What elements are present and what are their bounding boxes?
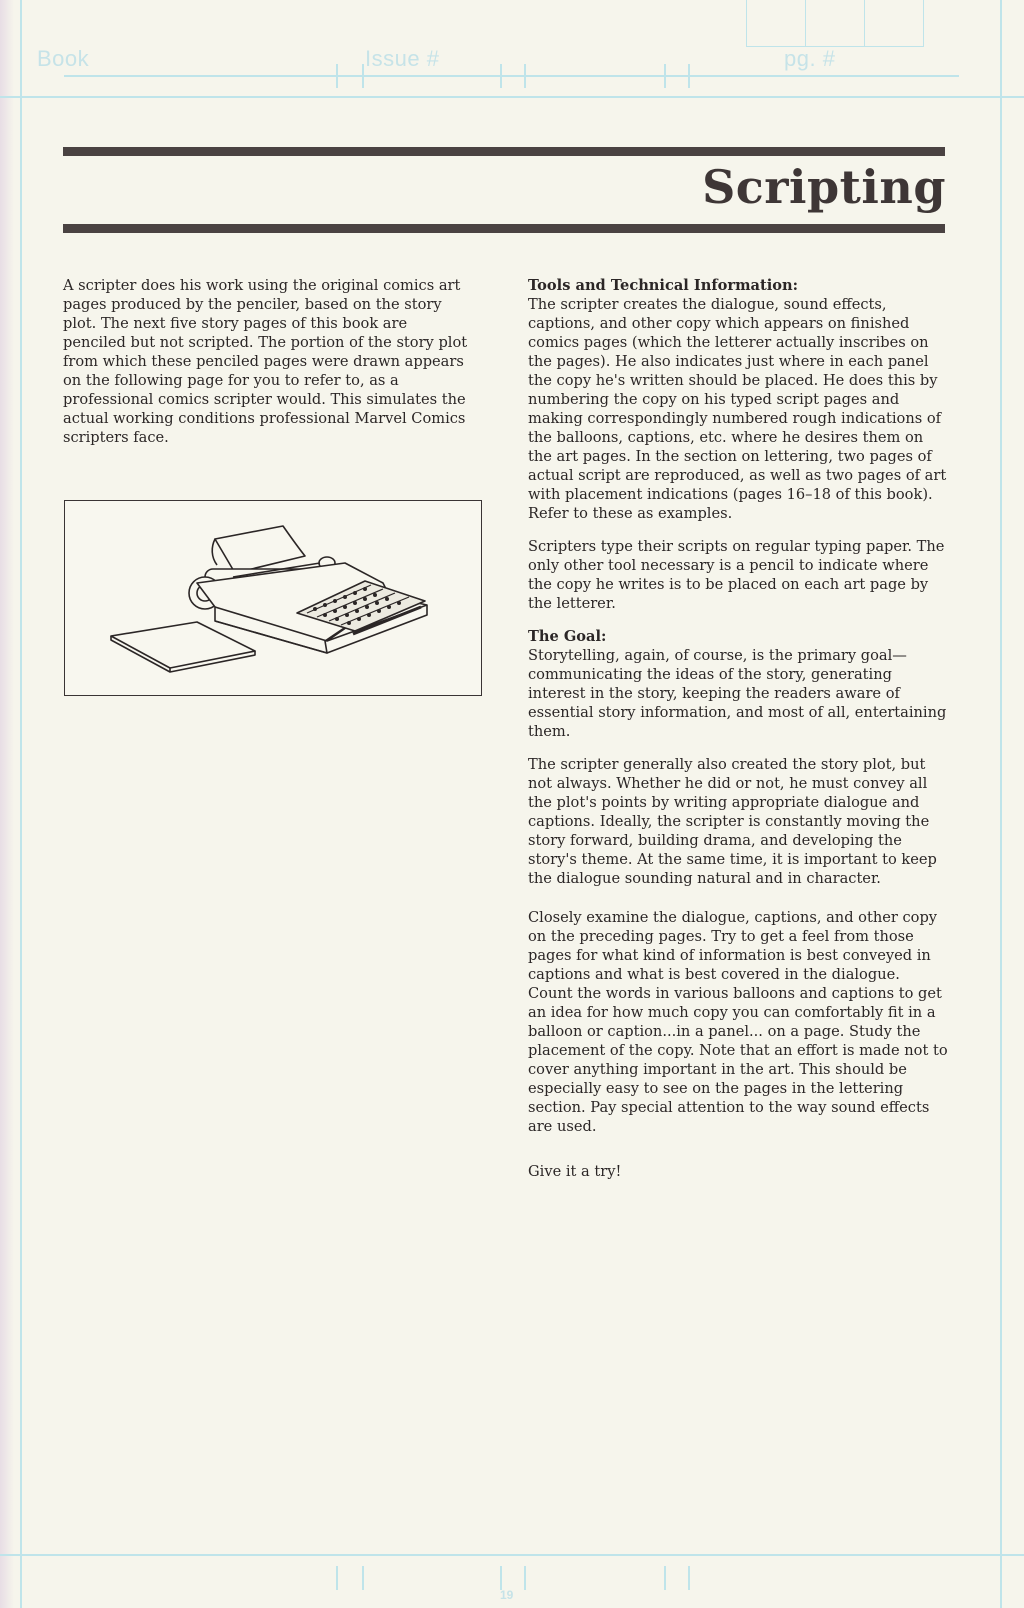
typewriter-icon	[65, 501, 480, 694]
guide-tick	[362, 64, 364, 88]
guide-line-right	[1000, 0, 1002, 1608]
guide-tick	[664, 1566, 666, 1590]
guide-tick	[500, 64, 502, 88]
guide-tick	[688, 64, 690, 88]
closing-line: Give it a try!	[528, 1163, 622, 1180]
header-box-cell	[865, 0, 923, 46]
tools-paragraph-2: Scripters type their scripts on regular typing paper. The only other tool necessary is a pencil to indicate where the copy he writes is to be placed on each art page by the letterer.	[528, 538, 945, 612]
guide-line-top	[0, 96, 1024, 98]
goal-section	[528, 627, 948, 741]
guide-tick	[664, 64, 666, 88]
goal-heading: The Goal:	[528, 628, 607, 645]
guide-tick	[336, 1566, 338, 1590]
header-box-cell	[747, 0, 806, 46]
page-label: pg. #	[784, 46, 836, 71]
guide-line-left	[20, 0, 22, 1608]
goal-paragraph-1: Storytelling, again, of course, is the primary goal—communicating the ideas of the story, generating interest in the story, keeping the readers aware of essential story information, and most of all, entertaining them.	[528, 647, 947, 740]
tools-paragraph-1: The scripter creates the dialogue, sound effects, captions, and other copy which appears on finished comics pages (which the letterer actually inscribes on the pages). He also indicates just where in each panel the copy he's written should be placed. He does this by numbering the copy on his typed script pages and making correspondingly numbered rough indications of the balloons, captions, etc. where he desires them on the art pages. In the section on lettering, two pages of actual script are reproduced, as well as two pages of art with placement indications (pages 16–18 of this book). Refer to these as examples.	[528, 296, 947, 522]
typewriter-illustration	[64, 500, 482, 696]
guide-line-header	[64, 75, 959, 77]
guide-tick	[688, 1566, 690, 1590]
guide-tick	[524, 1566, 526, 1590]
guide-tick	[336, 64, 338, 88]
page-number: 19	[500, 1588, 514, 1602]
guide-tick	[524, 64, 526, 88]
issue-label: Issue #	[365, 46, 440, 71]
header-box-cell	[806, 0, 865, 46]
goal-paragraph-3: Closely examine the dialogue, captions, and other copy on the preceding pages. Try to get a feel from those pages for what kind of information is best conveyed in captions and what is best covered in the dialogue. Count the words in various balloons and captions to get an idea for how much copy you can comfortably fit in a balloon or caption...in a panel... on a page. Study the placement of the copy. Note that an effort is made not to cover anything important in the art. This should be especially easy to see on the pages in the lettering section. Pay special attention to the way sound effects are used.	[528, 909, 948, 1135]
book-label: Book	[37, 46, 90, 71]
tools-heading: Tools and Technical Information:	[528, 277, 798, 294]
right-column	[528, 276, 948, 1195]
intro-paragraph: A scripter does his work using the original comics art pages produced by the penciler, based on the story plot. The next five story pages of this book are penciled but not scripted. The portion of the story plot from which these penciled pages were drawn appears on the following page for you to refer to, as a professional comics scripter would. This simulates the actual working conditions professional Marvel Comics scripters face.	[63, 277, 468, 446]
page-edge-shadow	[0, 0, 14, 1608]
title-rule-top	[63, 147, 945, 156]
guide-tick	[500, 1566, 502, 1590]
title-rule-bottom	[63, 224, 945, 233]
guide-line-bottom	[0, 1554, 1024, 1556]
guide-tick	[362, 1566, 364, 1590]
goal-paragraph-2: The scripter generally also created the story plot, but not always. Whether he did or not, he must convey all the plot's points by writing appropriate dialogue and captions. Ideally, the scripter is constantly moving the story forward, building drama, and developing the story's theme. At the same time, it is important to keep the dialogue sounding natural and in character.	[528, 756, 937, 887]
tools-section	[528, 276, 948, 523]
left-column	[63, 276, 473, 461]
page-title: Scripting	[702, 160, 946, 214]
header-box	[746, 0, 924, 47]
